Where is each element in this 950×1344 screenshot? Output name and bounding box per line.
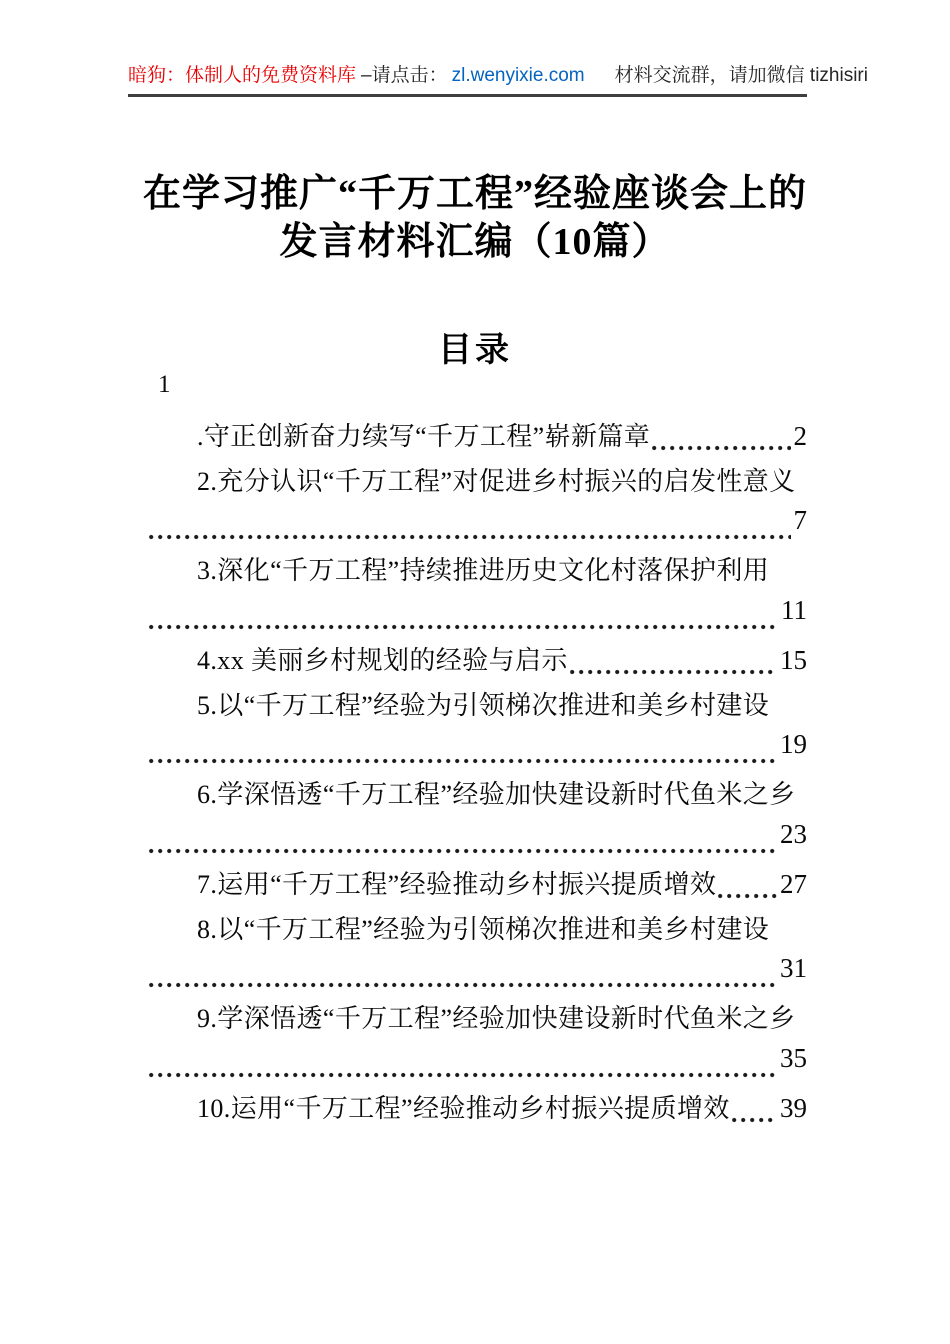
toc-entry-line[interactable]: [147, 864, 807, 909]
toc-entry-text[interactable]: 3.深化“千万工程”持续推进历史文化村落保护利用: [197, 556, 770, 586]
toc-list: [147, 371, 807, 1133]
toc-dot-leader: [149, 982, 777, 988]
toc-page-number: 35: [780, 1042, 807, 1073]
toc-entry-text[interactable]: 6.学深悟透“千万工程”经验加快建设新时代鱼米之乡: [197, 780, 796, 810]
toc-entry-line[interactable]: [147, 505, 807, 550]
toc-entry-text[interactable]: 10.运用“千万工程”经验推动乡村振兴提质增效: [197, 1093, 730, 1123]
toc-entry-line[interactable]: [147, 685, 807, 730]
header-banner: [128, 63, 868, 97]
toc-page-number: 2: [793, 420, 807, 451]
toc-page-number: 27: [780, 868, 807, 899]
toc-page-number: 23: [780, 818, 807, 849]
toc-heading: 目录: [438, 332, 512, 369]
toc-page-number: 11: [781, 594, 807, 625]
toc-dot-leader: [732, 1117, 777, 1123]
toc-orphan-number: [147, 371, 807, 416]
document-title-line1: 在学习推广“千万工程”经验座谈会上的: [142, 173, 807, 215]
toc-page-number: 39: [780, 1092, 807, 1123]
toc-entry-line[interactable]: [147, 953, 807, 998]
toc-dot-leader: [149, 758, 777, 764]
document-title: [60, 170, 890, 266]
toc-entry-line[interactable]: [147, 550, 807, 595]
toc-entry-text[interactable]: 4.xx 美丽乡村规划的经验与启示: [197, 645, 568, 675]
toc-entry-line[interactable]: [147, 1088, 807, 1133]
toc-dot-leader: [570, 669, 777, 675]
toc-dot-leader: [718, 893, 777, 899]
toc-dot-leader: [149, 1072, 777, 1078]
toc-entry-line[interactable]: [147, 774, 807, 819]
toc-entry-text[interactable]: .守正创新奋力续写“千万工程”崭新篇章: [197, 421, 651, 451]
document-title-line2: 发言材料汇编（10篇）: [279, 221, 671, 263]
toc-entry-line[interactable]: [147, 819, 807, 864]
toc-dot-leader: [652, 445, 790, 451]
click-prompt: –请点击：: [361, 65, 448, 86]
toc-page-number: 19: [780, 729, 807, 760]
toc-entry-text[interactable]: 7.运用“千万工程”经验推动乡村振兴提质增效: [197, 869, 717, 899]
toc-entry-line[interactable]: [147, 998, 807, 1043]
toc-entry-text: 1: [158, 371, 171, 398]
toc-entry-line[interactable]: [147, 1043, 807, 1088]
toc-entry-line[interactable]: [147, 595, 807, 640]
toc-dot-leader: [149, 848, 777, 854]
toc-entry-line[interactable]: [147, 729, 807, 774]
toc-dot-leader: [149, 624, 778, 630]
toc-entry-line[interactable]: [147, 416, 807, 461]
site-label: 暗狗：体制人的免费资料库: [128, 65, 357, 86]
toc-entry-text[interactable]: 5.以“千万工程”经验为引领梯次推进和美乡村建设: [197, 690, 770, 720]
toc-entry-text[interactable]: 2.充分认识“千万工程”对促进乡村振兴的启发性意义: [197, 466, 796, 496]
contact-note: 材料交流群，请加微信 tizhisiri: [614, 65, 868, 86]
site-link[interactable]: zl.wenyixie.com: [451, 65, 585, 86]
toc-page-number: 7: [793, 505, 807, 536]
toc-entry-line[interactable]: [147, 640, 807, 685]
toc-dot-leader: [149, 534, 791, 540]
toc-entry-line[interactable]: [147, 461, 807, 506]
toc-page-number: 15: [780, 644, 807, 675]
toc-entry-text[interactable]: 9.学深悟透“千万工程”经验加快建设新时代鱼米之乡: [197, 1004, 796, 1034]
toc-page-number: 31: [780, 953, 807, 984]
toc-entry-text[interactable]: 8.以“千万工程”经验为引领梯次推进和美乡村建设: [197, 914, 770, 944]
toc-entry-line[interactable]: [147, 909, 807, 954]
